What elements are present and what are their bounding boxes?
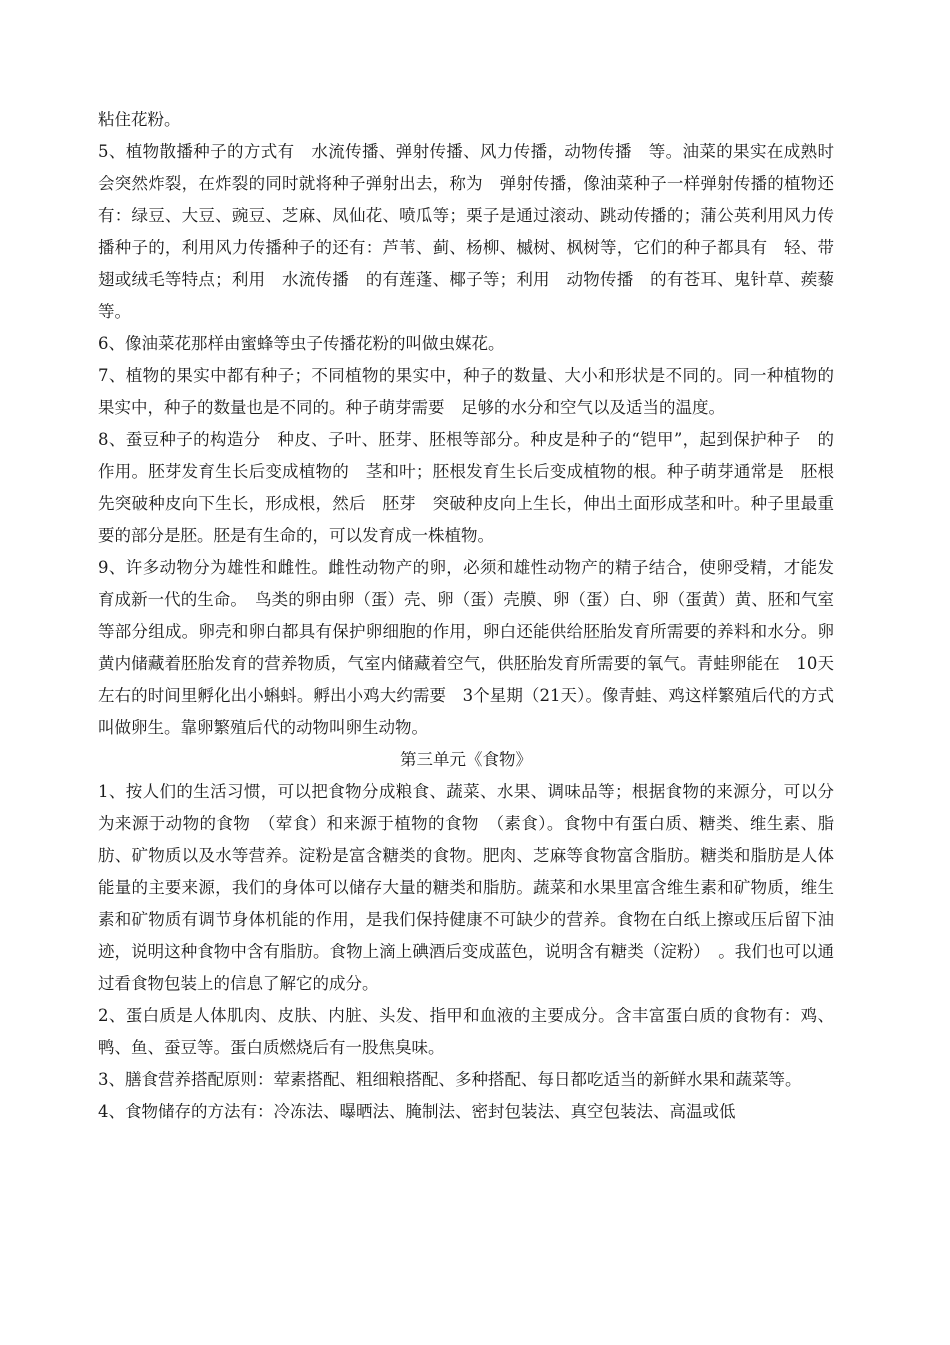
paragraph-food-storage: 4、食物储存的方法有：冷冻法、曝晒法、腌制法、密封包装法、真空包装法、高温或低 <box>98 1102 736 1121</box>
paragraph-insect-pollination: 6、像油菜花那样由蜜蜂等虫子传播花粉的叫做虫媒花。 <box>98 334 505 353</box>
paragraph-broad-bean-seed: 8、蚕豆种子的构造分 种皮、子叶、胚芽、胚根等部分。种皮是种子的“铠甲”，起到保护种子 的作用。胚芽发育生长后变成植物的 茎和叶；胚根发育生长后变成植物的根。种子萌芽通常是 胚根 先突破种皮向下生长，形成根，然后 胚芽 突破种皮向上生长，伸出土面形成茎和叶。种子里最重要的部分是胚。胚是有生命的，可以发育成一株植物。 <box>98 430 851 545</box>
paragraph-continuation: 粘住花粉。 <box>98 110 181 129</box>
paragraph-seed-dispersal: 5、植物散播种子的方式有 水流传播、弹射传播、风力传播，动物传播 等。油菜的果实在成熟时会突然炸裂，在炸裂的同时就将种子弹射出去，称为 弹射传播，像油菜种子一样弹射传播的植物还有：绿豆、大豆、豌豆、芝麻、凤仙花、喷瓜等；栗子是通过滚动、跳动传播的；蒲公英利用风力传播种子的，利用风力传播种子的还有：芦苇、蓟、杨柳、槭树、枫树等，它们的种子都具有 轻、带翅或绒毛等特点；利用 水流传播 的有莲蓬、椰子等；利用 动物传播 的有苍耳、鬼针草、蒺藜等。 <box>98 142 834 321</box>
paragraph-protein: 2、蛋白质是人体肌肉、皮肤、内脏、头发、指甲和血液的主要成分。含丰富蛋白质的食物有：鸡、鸭、鱼、蚕豆等。蛋白质燃烧后有一股焦臭味。 <box>98 1006 834 1057</box>
paragraph-animal-eggs: 9、许多动物分为雄性和雌性。雌性动物产的卵，必须和雄性动物产的精子结合，使卵受精，才能发育成新一代的生命。 鸟类的卵由卵（蛋）壳、卵（蛋）壳膜、卵（蛋）白、卵（蛋黄）黄、胚和气室等部分组成。卵壳和卵白都具有保护卵细胞的作用，卵白还能供给胚胎发育所需要的养料和水分。卵黄内储藏着胚胎发育的营养物质，气室内储藏着空气，供胚胎发育所需要的氧气。青蛙卵能在 10天左右的时间里孵化出小蝌蚪。孵出小鸡大约需要 3个星期（21天）。像青蛙、鸡这样繁殖后代的方式叫做卵生。靠卵繁殖后代的动物叫卵生动物。 <box>98 558 834 737</box>
paragraph-food-classification: 1、按人们的生活习惯，可以把食物分成粮食、蔬菜、水果、调味品等；根据食物的来源分，可以分为来源于动物的食物 （荤食）和来源于植物的食物 （素食）。食物中有蛋白质、糖类、维生素、脂肪、矿物质以及水等营养。淀粉是富含糖类的食物。肥肉、芝麻等食物富含脂肪。糖类和脂肪是人体能量的主要来源，我们的身体可以储存大量的糖类和脂肪。蔬菜和水果里富含维生素和矿物质，维生素和矿物质有调节身体机能的作用，是我们保持健康不可缺少的营养。食物在白纸上擦或压后留下油迹，说明这种食物中含有脂肪。食物上滴上碘酒后变成蓝色，说明含有糖类（淀粉） 。我们也可以通过看食物包装上的信息了解它的成分。 <box>98 782 834 993</box>
paragraph-fruit-seeds: 7、植物的果实中都有种子；不同植物的果实中，种子的数量、大小和形状是不同的。同一种植物的果实中，种子的数量也是不同的。种子萌芽需要 足够的水分和空气以及适当的温度。 <box>98 366 834 417</box>
document-page <box>98 104 851 1128</box>
section-heading: 第三单元《食物》 <box>400 750 532 769</box>
paragraph-diet-principles: 3、膳食营养搭配原则：荤素搭配、粗细粮搭配、多种搭配、每日都吃适当的新鲜水果和蔬菜等。 <box>98 1070 802 1089</box>
